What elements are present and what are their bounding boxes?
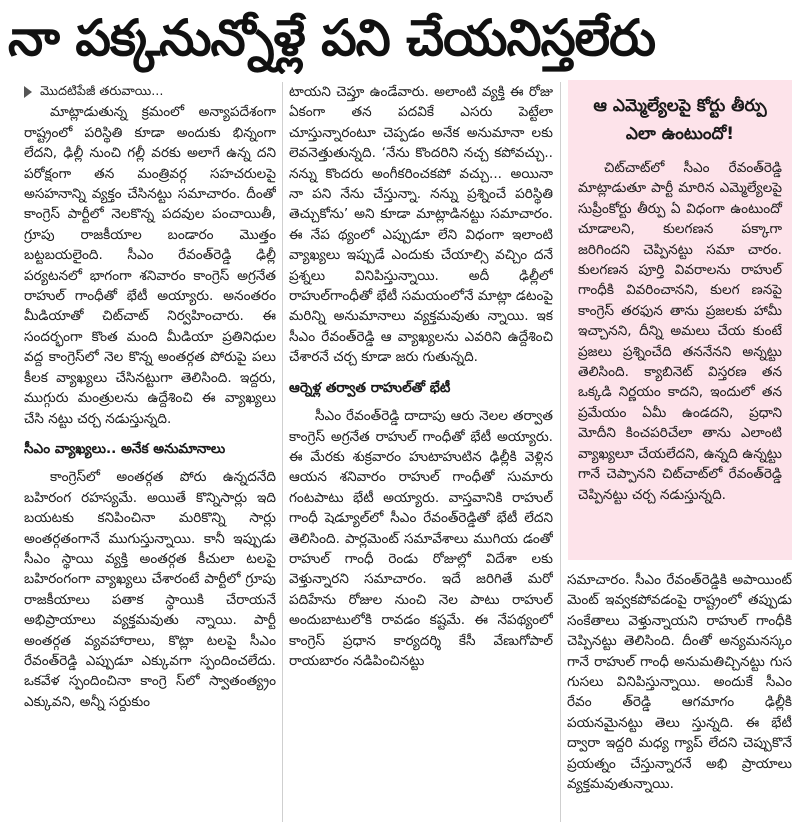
arrow-right-icon <box>24 86 32 98</box>
paragraph: టాయని చెప్తూ ఉండేవారు. అలాంటి వ్యక్తి ఈ రోజు ఏకంగా తన పదవికే ఎసరు పెట్టేలా చూస్తున్నారంటూ చెప్పడం అనేక అనుమానా లకు లెవనెత్తుతున్నది. ‘నేను కొందరిని నచ్చ కపోవచ్చు.. నన్ను కొందరు అంగీకరించకపో వచ్చు... అయినా నా పని నేను చేస్తున్నా. నన్ను ప్రశ్నించే పరిస్థితి తెచ్చుకోను’ అని కూడా మాట్లాడినట్టు సమాచారం. ఈ నేప థ్యంలో ఎప్పుడూ లేని విధంగా ఇలాంటి వ్యాఖ్యలు ఇప్పుడే ఎందుకు చేయాల్సి వచ్చిం దనే ప్రశ్నలు వినిపిస్తున్నాయి. అదీ ఢిల్లీలో రాహుల్‌గాంధీతో భేటీ సమయంలోనే మాట్లా డటంపై మరిన్ని అనుమానాలు వ్యక్తమవుతు న్నాయి. ఇక సీఎం రేవంత్‌రెడ్డి ఆ వ్యాఖ్యలను ఎవరిని ఉద్దేశించి చేశారనే చర్చ కూడా జరు గుతున్నది. <box>289 84 553 366</box>
headline: నా పక్కనున్నోళ్లే పని చేయనిస్తలేరు <box>8 9 656 67</box>
column-divider <box>560 82 561 822</box>
subheading: సీఎం వ్యాఖ్యలు.. అనేక అనుమానాలు <box>24 440 226 457</box>
paragraph: సీఎం రేవంత్‌రెడ్డి దాదాపు ఆరు నెలల తర్వాత కాంగ్రెస్ అగ్రనేత రాహుల్ గాంధీతో భేటీ అయ్యారు. ఈ మేరకు శుక్రవారం హుటాహుటిన ఢిల్లీకి వెళ్లిన ఆయన శనివారం రాహుల్ గాంధీతో సుమారు గంటపాటు భేటీ అయ్యారు. వాస్తవానికి రాహుల్ గాంధీ షెడ్యూల్‌లో సీఎం రేవంత్‌రెడ్డితో భేటీ లేదని తెలిసింది. పార్లమెంట్ సమావేశాలు ముగియ డంతో రాహుల్ గాంధీ రెండు రోజుల్లో విదేశా లకు వెళ్తున్నారని సమాచారం. ఇదే జరిగితే మరో పదిహేను రోజుల నుంచి నెల పాటు రాహుల్ అందుబాటులోకి రావడం కష్టమే. ఈ నేపథ్యంలో కాంగ్రెస్ ప్రధాన కార్యదర్శి కేసీ వేణుగోపాల్ రాయబారం నడిపించినట్టు <box>289 408 553 669</box>
continuation-marker <box>24 82 276 102</box>
paragraph: చిట్‌చాట్‌లో సీఎం రేవంత్‌రెడ్డి మాట్లాడుతూ పార్టీ మారిన ఎమ్మెల్యేలపై సుప్రీంకోర్టు తీర్పు ఏ విధంగా ఉంటుందో చూడాలని, కులగణన పక్కాగా జరిగిందని చెప్పినట్టు సమా చారం. కులగణన పూర్తి వివరాలను రాహుల్ గాంధీకి వివరించానని, కులగ ణనపై కాంగ్రెస్ తరఫున తాను ప్రజలకు హామీ ఇచ్చానని, దీన్ని అమలు చేయ కుంటే ప్రజలు ప్రశ్నించేది తననేనని అన్నట్టు తెలిసింది. క్యాబినెట్ విస్తరణ తన ఒక్కడి నిర్ణయం కాదని, ఇందులో తన ప్రమేయం ఏమీ ఉండదని, ప్రధాని మోదీని కించపరిచేలా తాను ఎలాంటి వ్యాఖ్యలూ చేయలేదని, ఉన్నది ఉన్నట్టు గానే చెప్పానని చిట్‌చాట్‌లో రేవంత్‌రెడ్డి చెప్పినట్టు చర్చ నడుస్తున్నది. <box>578 160 782 503</box>
continuation-text: మొదటిపేజీ తరువాయి... <box>40 84 164 99</box>
paragraph: సమాచారం. సీఎం రేవంత్‌రెడ్డికి అపాయింట్ మెంట్ ఇవ్వకపోవడంపై రాష్ట్రంలో తప్పుడు సంకేతాలు వెళ్తున్నాయని రాహుల్ గాంధీకి చెప్పినట్టు తెలిసింది. దీంతో అన్యమనస్కం గానే రాహుల్ గాంధీ అనుమతిచ్చినట్టు గుస గుసలు వినిపిస్తున్నాయి. అందుకే సీఎం రేవం త్‌రెడ్డి ఆగమాగం ఢిల్లీకి పయనమైనట్టు తెలు స్తున్నది. ఈ భేటీ ద్వారా ఇద్దరి మధ్య గ్యాప్ లేదని చెప్పుకొనే ప్రయత్నం చేస్తున్నారనే అభి ప్రాయాలు వ్యక్తమవుతున్నాయి. <box>567 572 792 793</box>
column-divider <box>282 82 283 822</box>
sidebar-box <box>568 80 792 560</box>
sidebar-box-body <box>578 158 782 505</box>
sidebar-box-title: ఆ ఎమ్మెల్యేలపై కోర్టు తీర్పు ఎలా ఉంటుందో! <box>593 96 767 144</box>
paragraph: కాంగ్రెస్‌లో అంతర్గత పోరు ఉన్నదనేది బహిరంగ రహస్యమే. అయితే కొన్నిసార్లు ఇది బయటకు కనిపించినా మరికొన్ని సార్లు అంతర్గతంగానే ముగుస్తున్నాయి. కానీ ఇప్పుడు సీఎం స్థాయి వ్యక్తి అంతర్గత కీచులా టలపై బహిరంగంగా వ్యాఖ్యలు చేశారంటే పార్టీలో గ్రూపు రాజకీయాలు పతాక స్థాయికి చేరాయనే అభిప్రాయాలు వ్యక్తమవుతు న్నాయి. పార్టీ అంతర్గత వ్యవహారాలు, కొట్లా టలపై సీఎం రేవంత్‌రెడ్డి ఎప్పుడూ ఎక్కువగా స్పందించలేదు. ఒకవేళ స్పందించినా కాంగ్రె స్‌లో స్వాతంత్య్రం ఎక్కువని, అన్నీ సర్దుకుం <box>24 469 276 710</box>
paragraph: మాట్లాడుతున్న క్రమంలో అన్యాపదేశంగా రాష్ట్రంలో పరిస్థితి కూడా అందుకు భిన్నంగా లేదని, ఢిల్లీ నుంచి గల్లీ వరకు అలాగే ఉన్న దని పరోక్షంగా తన మంత్రివర్గ సహచరులపై అసహనాన్ని వ్యక్తం చేసినట్టు సమాచారం. దీంతో కాంగ్రెస్ పార్టీలో నెలకొన్న పదవుల పంచాయితీ, గ్రూపు రాజకీయాల బండారం మొత్తం బట్టబయలైంది. సీఎం రేవంత్‌రెడ్డి ఢిల్లీ పర్యటనలో భాగంగా శనివారం కాంగ్రెస్ అగ్రనేత రాహుల్ గాంధీతో భేటీ అయ్యారు. అనంతరం మీడియాతో చిట్‌చాట్ నిర్వహించారు. ఈ సందర్భంగా కొంత మంది మీడియా ప్రతినిధుల వద్ద కాంగ్రెస్‌లో నెల కొన్న అంతర్గత పోరుపై పలు కీలక వ్యాఖ్యలు చేసినట్టుగా తెలిసింది. ఇద్దరు, ముగ్గురు మంత్రులను ఉద్దేశించి ఈ వ్యాఖ్యలు చేసి నట్టు చర్చ నడుస్తున్నది. <box>24 104 276 427</box>
subheading: ఆర్నెళ్ల తర్వాత రాహుల్‌తో భేటీ <box>289 379 451 396</box>
article-column-2 <box>289 82 553 822</box>
article-column-1 <box>24 82 276 822</box>
article-column-3 <box>567 570 792 822</box>
